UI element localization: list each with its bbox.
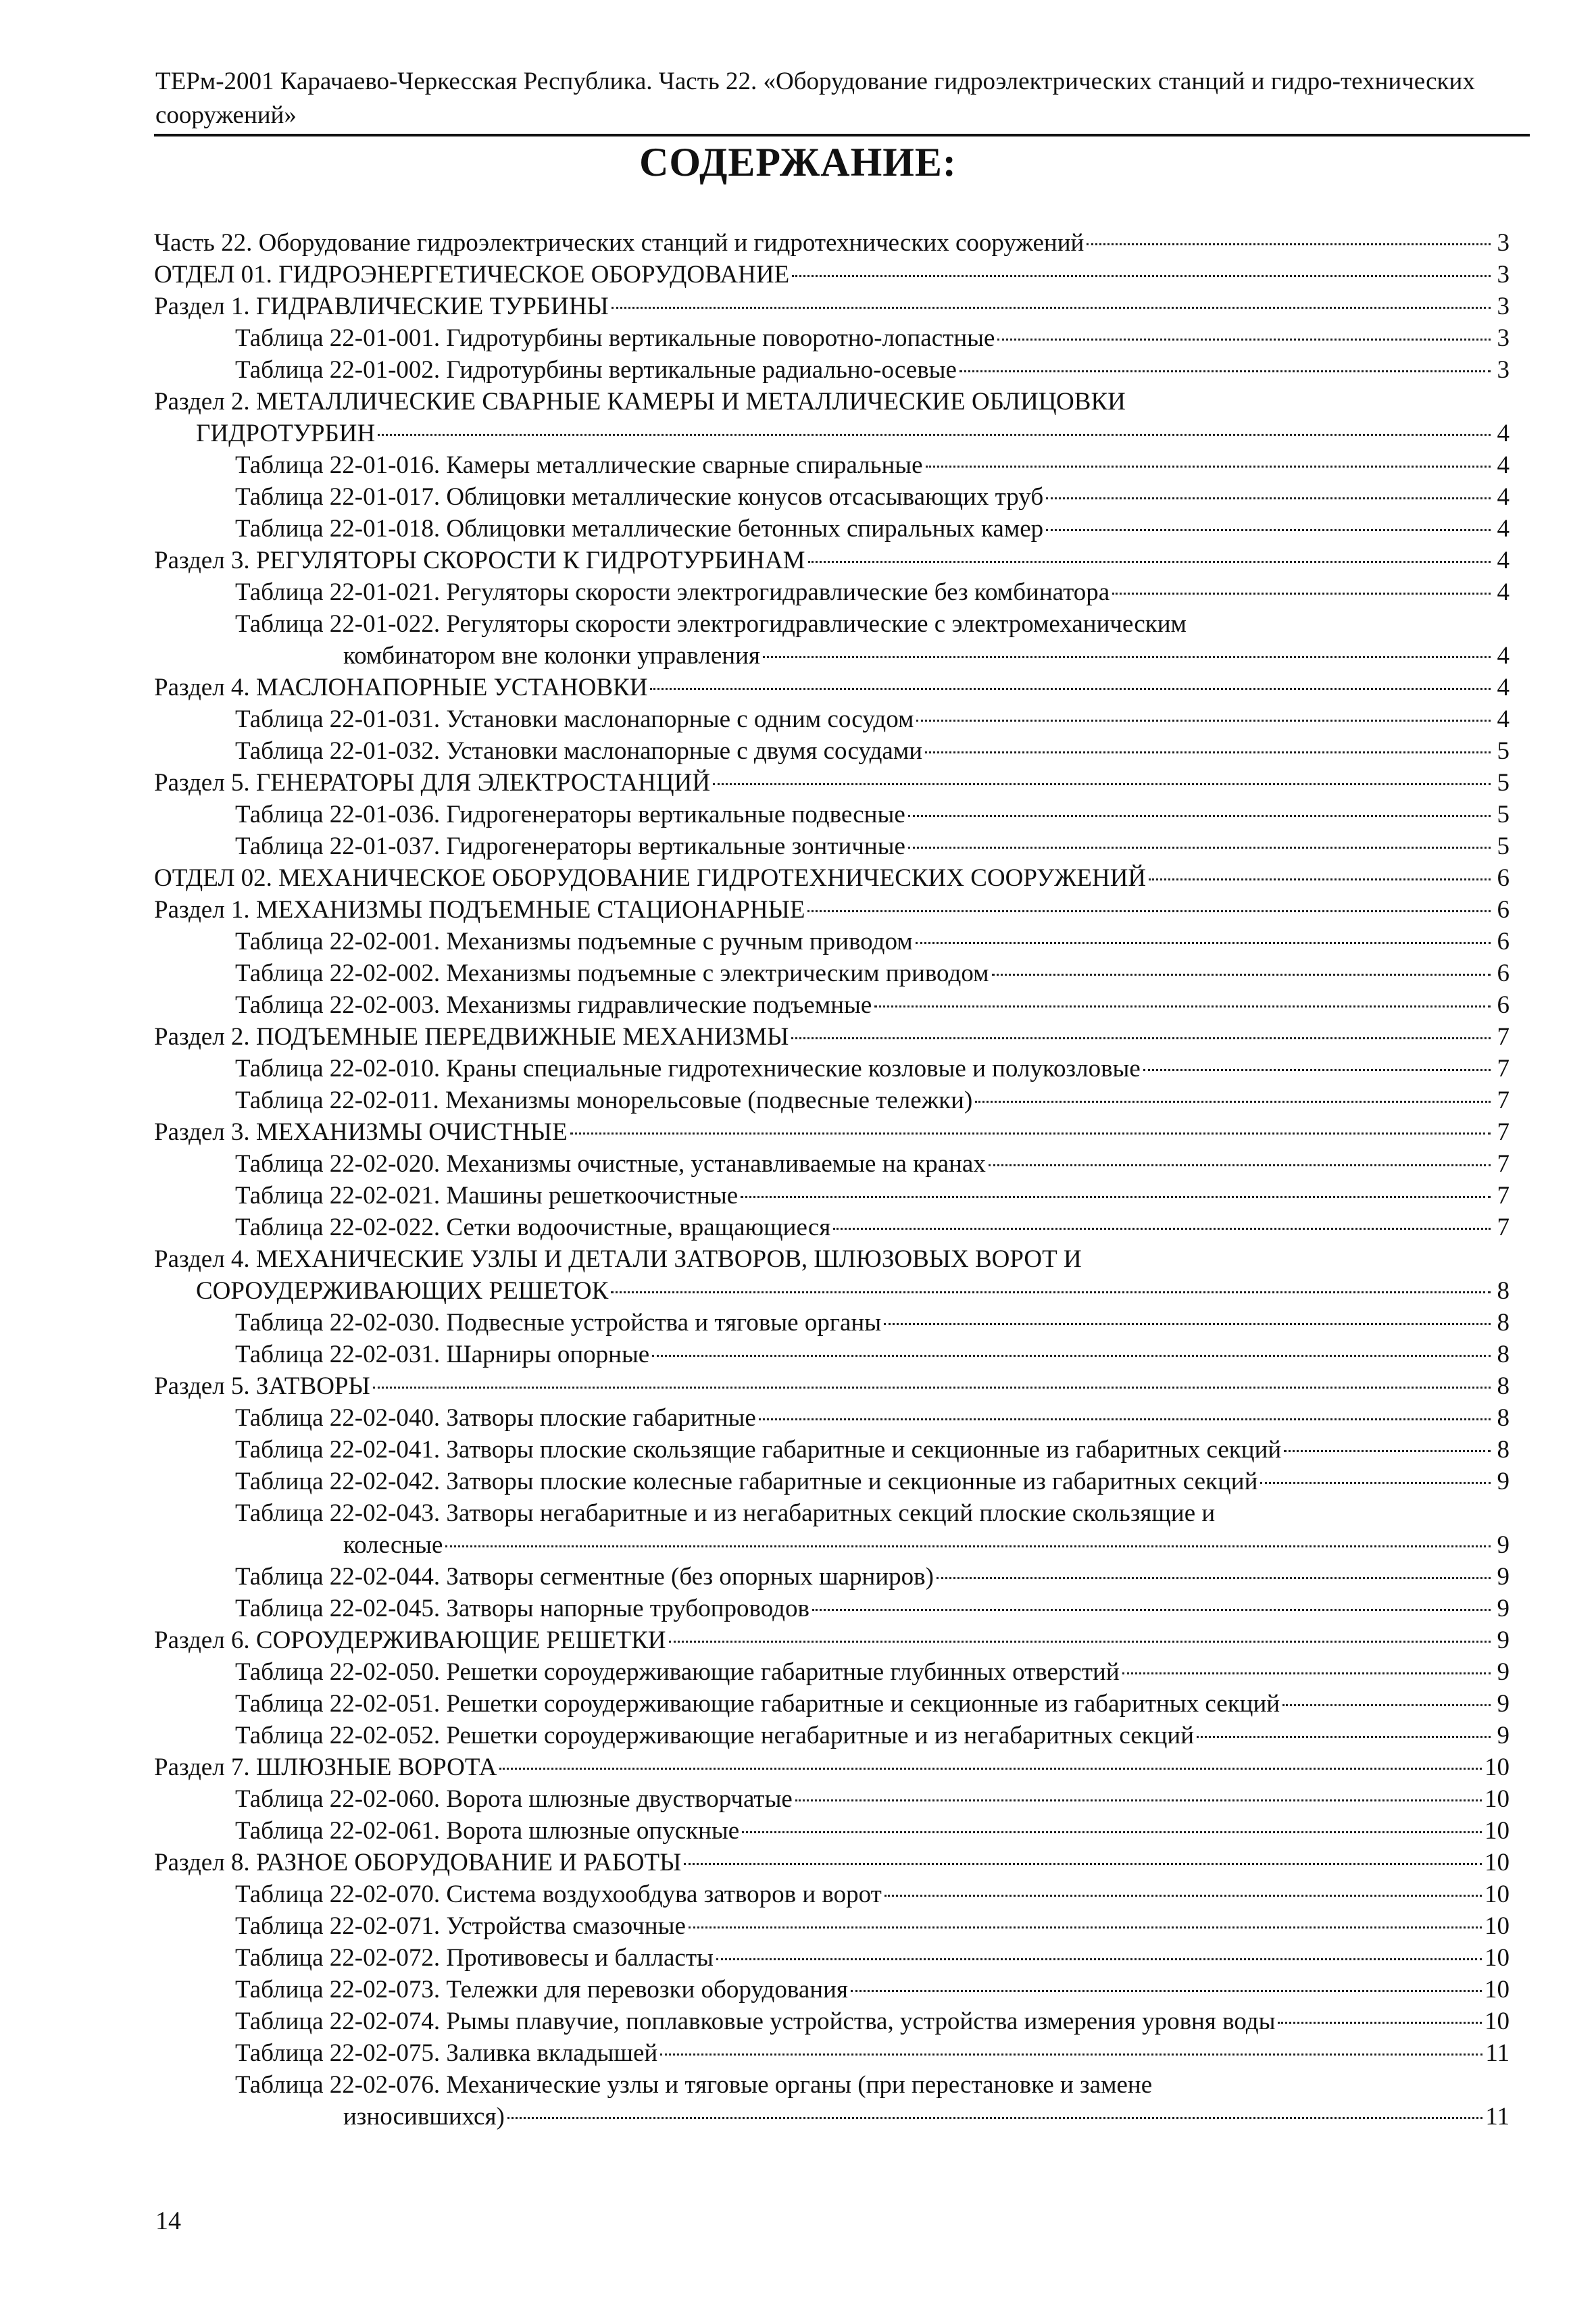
toc-entry[interactable] <box>154 481 1510 513</box>
toc-entry-title: Раздел 5. ЗАТВОРЫ <box>154 1372 370 1400</box>
toc-entry-title: Раздел 1. МЕХАНИЗМЫ ПОДЪЕМНЫЕ СТАЦИОНАРНЫЕ <box>154 896 805 924</box>
dot-leader <box>499 1768 1482 1770</box>
toc-entry-title: Таблица 22-02-073. Тележки для перевозки оборудования <box>235 1976 848 2003</box>
dot-leader <box>1046 529 1491 531</box>
toc-entry-title: Таблица 22-01-018. Облицовки металлические бетонных спиральных камер <box>235 515 1044 543</box>
toc-entry-page: 6 <box>1497 991 1510 1019</box>
toc-entry[interactable] <box>154 322 1510 354</box>
header-rule <box>154 134 1530 136</box>
toc-entry-title: Таблица 22-02-051. Решетки сороудерживающие габаритные и секционные из габаритных секций <box>235 1690 1280 1718</box>
toc-entry-title: Таблица 22-02-070. Система воздухообдува затворов и ворот <box>235 1881 882 1908</box>
dot-leader <box>1260 1482 1491 1484</box>
toc-entry[interactable] <box>154 1720 1510 1751</box>
dot-leader <box>612 307 1491 309</box>
toc-entry[interactable] <box>154 1561 1510 1593</box>
toc-entry-page: 4 <box>1497 451 1510 479</box>
toc-entry-page: 8 <box>1497 1372 1510 1400</box>
toc-entry-page: 8 <box>1497 1277 1510 1305</box>
toc-entry-page: 7 <box>1497 1118 1510 1146</box>
toc-entry-title: Раздел 3. МЕХАНИЗМЫ ОЧИСТНЫЕ <box>154 1118 568 1146</box>
toc-entry-title: Часть 22. Оборудование гидроэлектрических станций и гидротехнических сооружений <box>154 229 1084 257</box>
toc-entry-page: 6 <box>1497 960 1510 987</box>
toc-entry-title: Таблица 22-02-061. Ворота шлюзные опускные <box>235 1817 740 1845</box>
toc-entry-title: износившихся) <box>343 2103 505 2131</box>
toc-entry-page: 9 <box>1497 1626 1510 1654</box>
toc-entry-page: 8 <box>1497 1309 1510 1337</box>
toc-entry-title: Таблица 22-01-037. Гидрогенераторы вертикальные зонтичные <box>235 832 905 860</box>
dot-leader <box>660 2053 1482 2056</box>
toc-entry[interactable] <box>154 1497 1510 1561</box>
toc-entry-page: 9 <box>1497 1658 1510 1686</box>
toc-entry-page: 4 <box>1497 420 1510 447</box>
toc-entry-page: 10 <box>1485 2008 1510 2035</box>
toc-entry-page: 5 <box>1497 769 1510 797</box>
toc-entry[interactable] <box>154 1688 1510 1720</box>
dot-leader <box>1112 593 1491 595</box>
toc-entry[interactable] <box>154 957 1510 989</box>
toc-entry-page: 5 <box>1497 801 1510 828</box>
dot-leader <box>1197 1736 1491 1738</box>
toc-entry-page: 7 <box>1497 1055 1510 1082</box>
toc-entry-title: Таблица 22-01-001. Гидротурбины вертикальные поворотно-лопастные <box>235 324 995 352</box>
toc-entry-title: Таблица 22-02-074. Рымы плавучие, поплавковые устройства, устройства измерения уровня воды <box>235 2008 1276 2035</box>
toc-entry-page: 3 <box>1497 261 1510 289</box>
toc-entry-title: Таблица 22-01-032. Установки маслонапорные с двумя сосудами <box>235 737 923 765</box>
toc-entry-title: Таблица 22-01-036. Гидрогенераторы вертикальные подвесные <box>235 801 905 828</box>
dot-leader <box>1143 1069 1491 1071</box>
toc-entry-page: 9 <box>1497 1563 1510 1591</box>
toc-entry-page: 8 <box>1497 1404 1510 1432</box>
toc-entry-title: Таблица 22-02-044. Затворы сегментные (без опорных шарниров) <box>235 1563 934 1591</box>
dot-leader <box>992 974 1491 976</box>
dot-leader <box>884 1895 1482 1897</box>
dot-leader <box>959 370 1491 372</box>
toc-entry[interactable] <box>154 449 1510 481</box>
toc-entry[interactable] <box>154 1434 1510 1466</box>
toc-entry-title: Раздел 2. ПОДЪЕМНЫЕ ПЕРЕДВИЖНЫЕ МЕХАНИЗМЫ <box>154 1023 789 1051</box>
toc-entry-title: Таблица 22-02-040. Затворы плоские габаритные <box>235 1404 756 1432</box>
toc-entry-page: 4 <box>1497 642 1510 670</box>
toc-entry[interactable] <box>154 830 1510 862</box>
toc-entry-title: Таблица 22-02-022. Сетки водоочистные, вращающиеся <box>235 1214 831 1241</box>
dot-leader <box>937 1577 1491 1579</box>
toc-entry-page: 9 <box>1497 1722 1510 1749</box>
toc-entry-title: колесные <box>343 1531 443 1559</box>
dot-leader <box>652 1355 1491 1357</box>
toc-entry-page: 7 <box>1497 1087 1510 1114</box>
toc-entry-page: 6 <box>1497 928 1510 955</box>
dot-leader <box>669 1641 1491 1643</box>
toc-entry[interactable] <box>154 1116 1510 1148</box>
toc-entry[interactable] <box>154 576 1510 608</box>
toc-entry-title: Раздел 5. ГЕНЕРАТОРЫ ДЛЯ ЭЛЕКТРОСТАНЦИЙ <box>154 769 711 797</box>
toc-entry-page: 10 <box>1485 1944 1510 1972</box>
dot-leader <box>570 1132 1491 1135</box>
toc-entry[interactable] <box>154 1783 1510 1815</box>
toc-entry[interactable] <box>154 1053 1510 1085</box>
toc-entry[interactable] <box>154 926 1510 957</box>
running-header <box>155 65 1500 132</box>
toc-entry[interactable] <box>154 1212 1510 1243</box>
toc-entry[interactable] <box>154 386 1510 449</box>
toc-entry-title: Таблица 22-02-031. Шарниры опорные <box>235 1341 650 1368</box>
toc-entry[interactable] <box>154 513 1510 545</box>
toc-entry-page: 10 <box>1485 1881 1510 1908</box>
dot-leader <box>689 1926 1482 1928</box>
toc-entry-title: Таблица 22-02-003. Механизмы гидравлические подъемные <box>235 991 872 1019</box>
toc-entry[interactable] <box>154 608 1510 672</box>
dot-leader <box>684 1863 1482 1865</box>
toc-entry-title: Раздел 4. МЕХАНИЧЕСКИЕ УЗЛЫ И ДЕТАЛИ ЗАТВОРОВ, ШЛЮЗОВЫХ ВОРОТ И <box>154 1245 1082 1273</box>
toc-entry-title: Раздел 1. ГИДРАВЛИЧЕСКИЕ ТУРБИНЫ <box>154 293 609 320</box>
dot-leader <box>975 1101 1491 1103</box>
toc-entry-page: 4 <box>1497 547 1510 574</box>
dot-leader <box>1284 1450 1491 1452</box>
dot-leader <box>795 1799 1482 1801</box>
toc-entry-page: 11 <box>1485 2039 1510 2067</box>
toc-entry[interactable] <box>154 227 1510 259</box>
dot-leader <box>874 1005 1491 1007</box>
toc-entry-title: Раздел 7. ШЛЮЗНЫЕ ВОРОТА <box>154 1753 497 1781</box>
dot-leader <box>997 339 1491 341</box>
toc-entry[interactable] <box>154 894 1510 926</box>
toc-entry[interactable] <box>154 1307 1510 1339</box>
toc-entry-page: 8 <box>1497 1341 1510 1368</box>
toc-entry[interactable] <box>154 1243 1510 1307</box>
toc-entry-page: 7 <box>1497 1150 1510 1178</box>
toc-entry[interactable] <box>154 259 1510 291</box>
toc-entry-title: Таблица 22-02-010. Краны специальные гидротехнические козловые и полукозловые <box>235 1055 1141 1082</box>
dot-leader <box>807 910 1491 912</box>
toc-entry[interactable] <box>154 862 1510 894</box>
toc-entry[interactable] <box>154 1085 1510 1116</box>
toc-entry[interactable] <box>154 1180 1510 1212</box>
dot-leader <box>741 1196 1491 1198</box>
toc-entry-title: Таблица 22-02-071. Устройства смазочные <box>235 1912 686 1940</box>
dot-leader <box>792 275 1491 277</box>
toc-entry[interactable] <box>154 1974 1510 2006</box>
toc-entry-page: 3 <box>1497 324 1510 352</box>
toc-entry-title: Таблица 22-02-011. Механизмы монорельсовые (подвесные тележки) <box>235 1087 973 1114</box>
toc-entry-title: Таблица 22-02-076. Механические узлы и тяговые органы (при перестановке и замене <box>235 2071 1153 2099</box>
toc-entry-page: 7 <box>1497 1023 1510 1051</box>
toc-entry-page: 10 <box>1485 1912 1510 1940</box>
toc-entry-title: Таблица 22-02-042. Затворы плоские колесные габаритные и секционные из габаритных секций <box>235 1468 1258 1495</box>
dot-leader <box>1278 2022 1482 2024</box>
toc-entry[interactable] <box>154 1624 1510 1656</box>
toc-entry-page: 3 <box>1497 229 1510 257</box>
toc-entry-page: 4 <box>1497 483 1510 511</box>
toc-entry-page: 10 <box>1485 1817 1510 1845</box>
toc-entry[interactable] <box>154 1339 1510 1370</box>
toc-entry-title: Раздел 2. МЕТАЛЛИЧЕСКИЕ СВАРНЫЕ КАМЕРЫ И МЕТАЛЛИЧЕСКИЕ ОБЛИЦОВКИ <box>154 388 1126 416</box>
dot-leader <box>763 656 1491 658</box>
toc-entry[interactable] <box>154 2006 1510 2037</box>
toc-entry-title: Таблица 22-02-020. Механизмы очистные, устанавливаемые на кранах <box>235 1150 986 1178</box>
toc-entry[interactable] <box>154 735 1510 767</box>
toc-entry-title: Таблица 22-02-001. Механизмы подъемные с ручным приводом <box>235 928 913 955</box>
toc-entry-page: 9 <box>1497 1690 1510 1718</box>
toc-entry-page: 10 <box>1485 1849 1510 1876</box>
toc-entry-title: Таблица 22-02-030. Подвесные устройства и тяговые органы <box>235 1309 882 1337</box>
toc-entry-page: 10 <box>1485 1753 1510 1781</box>
toc-entry-title: Раздел 6. СОРОУДЕРЖИВАЮЩИЕ РЕШЕТКИ <box>154 1626 666 1654</box>
toc-entry-title: Раздел 4. МАСЛОНАПОРНЫЕ УСТАНОВКИ <box>154 674 648 701</box>
toc-entry-title: Таблица 22-02-045. Затворы напорные трубопроводов <box>235 1595 809 1622</box>
dot-leader <box>507 2117 1483 2119</box>
toc-entry-page: 11 <box>1485 2103 1510 2131</box>
toc-entry[interactable] <box>154 354 1510 386</box>
toc-entry-title: Таблица 22-01-031. Установки маслонапорные с одним сосудом <box>235 705 914 733</box>
toc-entry-title: ОТДЕЛ 02. МЕХАНИЧЕСКОЕ ОБОРУДОВАНИЕ ГИДРОТЕХНИЧЕСКИХ СООРУЖЕНИЙ <box>154 864 1147 892</box>
toc-entry-page: 5 <box>1497 832 1510 860</box>
toc-entry[interactable] <box>154 2037 1510 2069</box>
toc-entry-title: Таблица 22-01-002. Гидротурбины вертикальные радиально-осевые <box>235 356 957 384</box>
dot-leader <box>373 1387 1491 1389</box>
dot-leader <box>378 434 1491 436</box>
toc-entry-page: 6 <box>1497 864 1510 892</box>
toc-entry[interactable] <box>154 2069 1510 2133</box>
toc-entry-title: Таблица 22-02-072. Противовесы и балласты <box>235 1944 714 1972</box>
toc-entry[interactable] <box>154 545 1510 576</box>
toc-entry-page: 6 <box>1497 896 1510 924</box>
toc-entry[interactable] <box>154 1466 1510 1497</box>
toc-entry-page: 8 <box>1497 1436 1510 1464</box>
dot-leader <box>1149 878 1491 880</box>
toc-entry[interactable] <box>154 989 1510 1021</box>
page-number: 14 <box>155 2207 181 2235</box>
dot-leader <box>1046 497 1491 499</box>
dot-leader <box>884 1323 1491 1325</box>
toc-entry-title: СОРОУДЕРЖИВАЮЩИХ РЕШЕТОК <box>196 1277 609 1305</box>
dot-leader <box>1087 243 1491 245</box>
toc-entry[interactable] <box>154 1148 1510 1180</box>
dot-leader <box>925 751 1491 753</box>
toc-entry[interactable] <box>154 1402 1510 1434</box>
dot-leader <box>1122 1672 1491 1674</box>
toc-entry-page: 9 <box>1497 1531 1510 1559</box>
dot-leader <box>1282 1704 1491 1706</box>
toc-entry-page: 9 <box>1497 1595 1510 1622</box>
toc-entry-title: Таблица 22-02-043. Затворы негабаритные и из негабаритных секций плоские скользящие и <box>235 1499 1216 1527</box>
dot-leader <box>650 688 1491 690</box>
toc-entry[interactable] <box>154 1593 1510 1624</box>
dot-leader <box>851 1990 1482 1992</box>
toc-entry-title: Раздел 8. РАЗНОЕ ОБОРУДОВАНИЕ И РАБОТЫ <box>154 1849 682 1876</box>
toc-entry[interactable] <box>154 1847 1510 1878</box>
table-of-contents <box>154 227 1510 2133</box>
toc-entry-title: Таблица 22-01-016. Камеры металлические сварные спиральные <box>235 451 923 479</box>
dot-leader <box>808 561 1491 563</box>
toc-entry-page: 4 <box>1497 674 1510 701</box>
running-header-text: ТЕРм-2001 Карачаево-Черкесская Республика. Часть 22. «Оборудование гидроэлектрических станций и гидро-технических сооружений» <box>155 68 1475 129</box>
toc-entry-title: ОТДЕЛ 01. ГИДРОЭНЕРГЕТИЧЕСКОЕ ОБОРУДОВАНИЕ <box>154 261 790 289</box>
toc-entry-title: Таблица 22-02-052. Решетки сороудерживающие негабаритные и из негабаритных секций <box>235 1722 1195 1749</box>
toc-entry-title: Таблица 22-02-021. Машины решеткоочистные <box>235 1182 739 1210</box>
toc-entry[interactable] <box>154 703 1510 735</box>
toc-entry[interactable] <box>154 1656 1510 1688</box>
toc-entry[interactable] <box>154 1370 1510 1402</box>
dot-leader <box>916 942 1491 944</box>
toc-entry-title: Таблица 22-01-022. Регуляторы скорости электрогидравлические с электромеханическим <box>235 610 1187 638</box>
toc-entry-page: 10 <box>1485 1976 1510 2003</box>
toc-entry[interactable] <box>154 767 1510 799</box>
toc-entry[interactable] <box>154 1815 1510 1847</box>
toc-entry-page: 9 <box>1497 1468 1510 1495</box>
toc-entry-title: ГИДРОТУРБИН <box>196 420 376 447</box>
toc-entry-page: 4 <box>1497 515 1510 543</box>
toc-entry[interactable] <box>154 672 1510 703</box>
toc-entry-title: Таблица 22-02-002. Механизмы подъемные с электрическим приводом <box>235 960 989 987</box>
dot-leader <box>916 720 1491 722</box>
page-title: СОДЕРЖАНИЕ: <box>639 140 957 184</box>
dot-leader <box>833 1228 1491 1230</box>
toc-entry-page: 7 <box>1497 1182 1510 1210</box>
toc-entry-page: 4 <box>1497 578 1510 606</box>
toc-entry[interactable] <box>154 1910 1510 1942</box>
toc-entry-title: Таблица 22-02-075. Заливка вкладышей <box>235 2039 658 2067</box>
toc-entry-page: 3 <box>1497 293 1510 320</box>
toc-entry[interactable] <box>154 799 1510 830</box>
toc-entry-title: комбинатором вне колонки управления <box>343 642 760 670</box>
toc-entry-title: Таблица 22-01-021. Регуляторы скорости электрогидравлические без комбинатора <box>235 578 1110 606</box>
toc-entry[interactable] <box>154 291 1510 322</box>
toc-entry-title: Таблица 22-02-041. Затворы плоские скользящие габаритные и секционные из габаритных секций <box>235 1436 1282 1464</box>
toc-entry-page: 10 <box>1485 1785 1510 1813</box>
dot-leader <box>445 1545 1491 1547</box>
toc-entry-title: Раздел 3. РЕГУЛЯТОРЫ СКОРОСТИ К ГИДРОТУРБИНАМ <box>154 547 805 574</box>
toc-entry-page: 3 <box>1497 356 1510 384</box>
toc-entry-title: Таблица 22-02-060. Ворота шлюзные двустворчатые <box>235 1785 793 1813</box>
dot-leader <box>716 1958 1482 1960</box>
toc-entry[interactable] <box>154 1878 1510 1910</box>
dot-leader <box>611 1291 1491 1293</box>
toc-entry-title: Таблица 22-01-017. Облицовки металлические конусов отсасывающих труб <box>235 483 1044 511</box>
dot-leader <box>742 1831 1482 1833</box>
toc-entry[interactable] <box>154 1021 1510 1053</box>
dot-leader <box>713 783 1491 785</box>
toc-entry-page: 5 <box>1497 737 1510 765</box>
dot-leader <box>812 1609 1491 1611</box>
dot-leader <box>759 1418 1491 1420</box>
dot-leader <box>908 847 1491 849</box>
dot-leader <box>989 1164 1491 1166</box>
toc-entry-title: Таблица 22-02-050. Решетки сороудерживающие габаритные глубинных отверстий <box>235 1658 1120 1686</box>
toc-entry[interactable] <box>154 1942 1510 1974</box>
toc-entry[interactable] <box>154 1751 1510 1783</box>
toc-entry-page: 7 <box>1497 1214 1510 1241</box>
dot-leader <box>791 1037 1491 1039</box>
dot-leader <box>908 815 1491 817</box>
dot-leader <box>926 466 1491 468</box>
toc-entry-page: 4 <box>1497 705 1510 733</box>
